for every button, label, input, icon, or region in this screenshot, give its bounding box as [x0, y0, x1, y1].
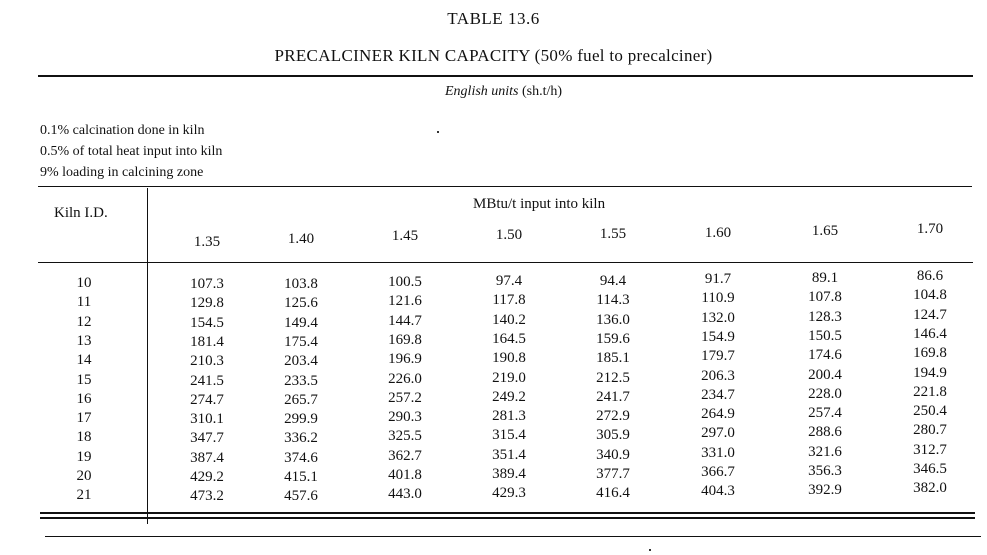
footer-rule — [45, 536, 981, 537]
table-cell: 347.7 — [190, 430, 224, 447]
table-cell: 124.7 — [913, 306, 947, 323]
table-cell: 103.8 — [284, 276, 318, 292]
table-cell: 356.3 — [808, 463, 842, 479]
table-cell: 257.2 — [388, 389, 422, 406]
table-cell: 210.3 — [190, 353, 224, 370]
table-cell: 321.6 — [808, 443, 842, 460]
kiln-id-cell: 21 — [76, 487, 92, 504]
table-cell: 443.0 — [388, 486, 422, 503]
table-cell: 200.4 — [808, 366, 842, 383]
table-cell: 297.0 — [701, 425, 735, 442]
kiln-id-cell: 13 — [76, 332, 92, 349]
table-cell: 212.5 — [596, 369, 630, 386]
table-cell: 140.2 — [492, 311, 526, 328]
table-cell: 312.7 — [913, 441, 947, 458]
table-cell: 164.5 — [492, 330, 526, 347]
note-loading: 9% loading in calcining zone — [40, 165, 204, 180]
table-cell: 429.3 — [492, 485, 526, 502]
table-cell: 331.0 — [701, 444, 735, 461]
table-cell: 415.1 — [284, 469, 318, 485]
table-cell: 117.8 — [492, 292, 526, 309]
table-cell: 121.6 — [388, 293, 422, 310]
table-cell: 299.9 — [284, 411, 318, 428]
column-header: 1.45 — [391, 228, 419, 244]
table-cell: 125.6 — [284, 295, 318, 312]
table-cell: 305.9 — [596, 427, 630, 444]
column-header: 1.35 — [193, 234, 221, 250]
table-cell: 264.9 — [701, 406, 735, 423]
table-cell: 281.3 — [492, 408, 526, 425]
table-number: TABLE 13.6 — [447, 9, 540, 28]
kiln-id-cell: 19 — [76, 448, 92, 465]
table-cell: 457.6 — [284, 488, 318, 505]
table-cell: 272.9 — [596, 408, 630, 425]
table-cell: 136.0 — [596, 311, 630, 328]
table-cell: 94.4 — [599, 273, 627, 289]
table-cell: 387.4 — [190, 449, 224, 466]
table-cell: 234.7 — [701, 386, 735, 403]
table-cell: 473.2 — [190, 488, 224, 505]
header-rule — [38, 186, 972, 187]
top-rule — [38, 75, 973, 77]
table-cell: 241.7 — [596, 388, 630, 405]
table-cell: 107.8 — [808, 289, 842, 306]
table-cell: 174.6 — [808, 347, 842, 364]
table-cell: 146.4 — [913, 325, 947, 342]
table-cell: 233.5 — [284, 372, 318, 389]
table-cell: 228.0 — [808, 385, 842, 402]
table-cell: 340.9 — [596, 446, 630, 463]
kiln-id-cell: 10 — [76, 275, 92, 291]
table-cell: 100.5 — [388, 274, 422, 290]
table-cell: 288.6 — [808, 424, 842, 441]
table-cell: 404.3 — [701, 483, 735, 500]
table-cell: 86.6 — [916, 268, 944, 284]
table-cell: 265.7 — [284, 391, 318, 408]
table-cell: 150.5 — [808, 327, 842, 344]
table-cell: 377.7 — [596, 466, 630, 482]
column-header: 1.70 — [916, 221, 944, 237]
table-cell: 315.4 — [492, 427, 526, 444]
table-cell: 389.4 — [492, 466, 526, 482]
table-cell: 175.4 — [284, 333, 318, 350]
table-cell: 336.2 — [284, 430, 318, 447]
scan-speck — [437, 131, 439, 133]
kiln-id-cell: 12 — [76, 313, 92, 330]
scan-speck — [649, 549, 651, 551]
column-header: 1.40 — [287, 231, 315, 247]
table-cell: 401.8 — [388, 467, 422, 483]
table-cell: 91.7 — [704, 271, 732, 287]
table-cell: 221.8 — [913, 383, 947, 400]
kiln-id-cell: 11 — [76, 294, 92, 311]
table-cell: 249.2 — [492, 388, 526, 405]
table-cell: 132.0 — [701, 309, 735, 326]
table-title: PRECALCINER KILN CAPACITY (50% fuel to precalciner) — [274, 46, 713, 65]
table-cell: 206.3 — [701, 367, 735, 384]
table-cell: 107.3 — [190, 276, 224, 292]
table-cell: 149.4 — [284, 314, 318, 331]
table-cell: 362.7 — [388, 447, 422, 464]
column-header: 1.65 — [811, 223, 839, 239]
column-header: 1.55 — [599, 226, 627, 242]
table-cell: 429.2 — [190, 469, 224, 485]
kiln-id-cell: 15 — [76, 371, 92, 388]
table-cell: 257.4 — [808, 405, 842, 422]
units-value: (sh.t/h) — [522, 84, 563, 99]
note-calcination: 0.1% calcination done in kiln — [40, 123, 205, 138]
table-cell: 280.7 — [913, 422, 947, 439]
column-header: 1.50 — [495, 227, 523, 243]
table-cell: 219.0 — [492, 369, 526, 386]
table-cell: 194.9 — [913, 364, 947, 381]
table-cell: 203.4 — [284, 353, 318, 370]
table-cell: 325.5 — [388, 428, 422, 445]
kiln-id-cell: 20 — [76, 468, 92, 484]
table-cell: 159.6 — [596, 330, 630, 347]
table-cell: 181.4 — [190, 333, 224, 350]
table-cell: 169.8 — [913, 345, 947, 362]
table-cell: 89.1 — [811, 270, 839, 286]
units-caption — [445, 84, 562, 100]
table-cell: 128.3 — [808, 308, 842, 325]
kiln-id-cell: 14 — [76, 352, 92, 369]
table-cell: 416.4 — [596, 485, 630, 502]
table-cell: 366.7 — [701, 464, 735, 480]
table-cell: 374.6 — [284, 449, 318, 466]
table-cell: 154.5 — [190, 314, 224, 331]
table-cell: 382.0 — [913, 480, 947, 497]
units-label: English units — [445, 84, 519, 99]
table-cell: 226.0 — [388, 370, 422, 387]
table-cell: 310.1 — [190, 411, 224, 428]
table-cell: 290.3 — [388, 409, 422, 426]
table-cell: 185.1 — [596, 350, 630, 367]
table-cell: 274.7 — [190, 391, 224, 408]
table-cell: 129.8 — [190, 295, 224, 312]
table-cell: 104.8 — [913, 287, 947, 304]
bottom-rule-lower — [40, 517, 975, 519]
table-cell: 196.9 — [388, 351, 422, 368]
table-cell: 110.9 — [701, 290, 735, 307]
table-cell: 169.8 — [388, 331, 422, 348]
table-cell: 241.5 — [190, 372, 224, 389]
table-cell: 392.9 — [808, 482, 842, 499]
note-heat-input: 0.5% of total heat input into kiln — [40, 144, 223, 159]
table-cell: 97.4 — [495, 273, 523, 289]
kiln-id-cell: 17 — [76, 410, 92, 427]
kiln-id-cell: 18 — [76, 429, 92, 446]
kiln-id-header: Kiln I.D. — [54, 205, 108, 221]
column-header-rule — [38, 262, 973, 263]
column-header: 1.60 — [704, 225, 732, 241]
heat-input-header: MBtu/t input into kiln — [473, 196, 606, 212]
table-cell: 179.7 — [701, 348, 735, 365]
table-cell: 154.9 — [701, 328, 735, 345]
kiln-id-cell: 16 — [76, 390, 92, 407]
table-cell: 190.8 — [492, 350, 526, 367]
table-cell: 114.3 — [596, 292, 630, 309]
row-header-divider — [147, 188, 148, 524]
table-cell: 144.7 — [388, 312, 422, 329]
table-cell: 351.4 — [492, 446, 526, 463]
bottom-rule-upper — [40, 512, 975, 514]
table-cell: 250.4 — [913, 403, 947, 420]
table-cell: 346.5 — [913, 461, 947, 477]
